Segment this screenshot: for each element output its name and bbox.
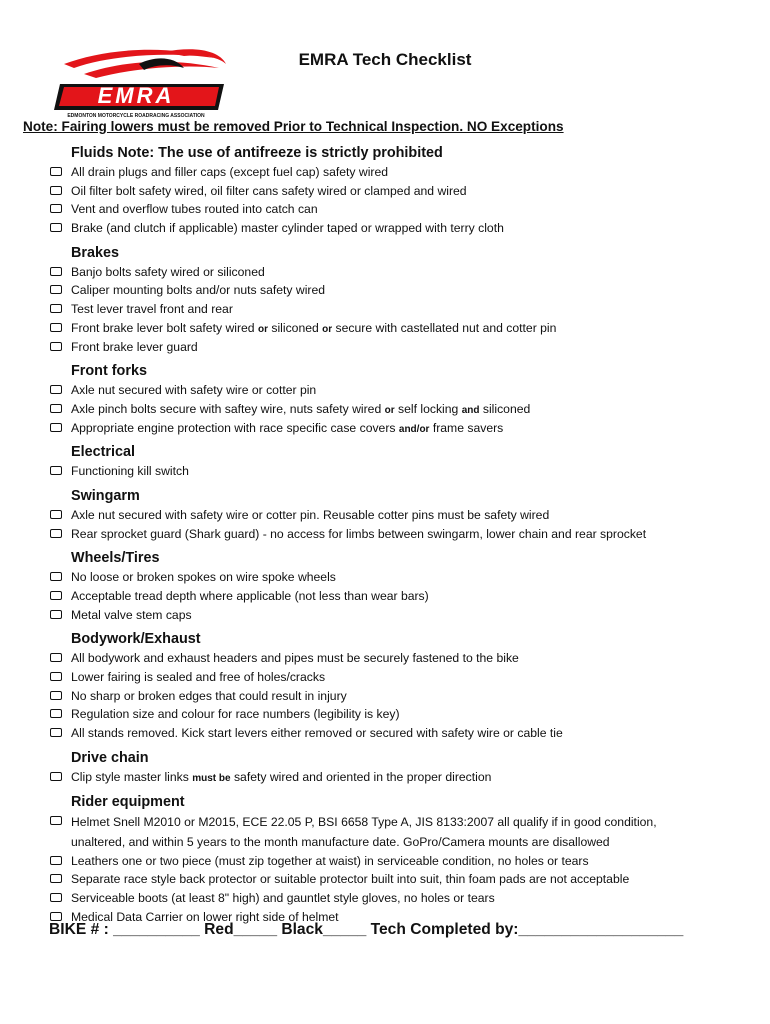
checklist-item	[0, 338, 770, 357]
checklist-item	[0, 687, 770, 706]
checklist-item	[0, 319, 770, 338]
section-title: Swingarm	[71, 487, 140, 504]
checkbox[interactable]	[50, 423, 62, 432]
checklist-item-label: Metal valve stem caps	[71, 607, 192, 622]
checklist-item	[0, 381, 770, 400]
checklist-item-label: Leathers one or two piece (must zip together at waist) in serviceable condition, no holes or tears	[71, 853, 589, 868]
checklist-item	[0, 400, 770, 419]
checklist-item	[0, 568, 770, 587]
checklist-item	[0, 462, 770, 481]
checkbox[interactable]	[50, 653, 62, 662]
checklist-item-label: Acceptable tread depth where applicable (not less than wear bars)	[71, 589, 429, 603]
checkbox[interactable]	[50, 709, 62, 718]
section-title: Bodywork/Exhaust	[71, 631, 201, 648]
checklist-item-label: Vent and overflow tubes routed into catch can	[71, 202, 318, 217]
fairing-note: Note: Fairing lowers must be removed Prior to Technical Inspection. NO Exceptions	[23, 119, 564, 134]
checklist-item	[0, 870, 770, 889]
section-fluids	[0, 142, 770, 242]
checklist-item-label: Test lever travel front and rear	[71, 302, 233, 317]
checklist-item-label: Oil filter bolt safety wired, oil filter cans safety wired or clamped and wired	[71, 183, 467, 198]
checkbox[interactable]	[50, 404, 62, 413]
section-title: Brakes	[71, 244, 120, 261]
checkbox[interactable]	[50, 691, 62, 700]
checklist-item-label: Axle nut secured with safety wire or cotter pin. Reusable cotter pins must be safety wired	[71, 507, 550, 522]
checkbox[interactable]	[50, 728, 62, 737]
checkbox[interactable]	[50, 342, 62, 351]
checklist-item-label: Medical Data Carrier on lower right side of helmet	[71, 909, 339, 924]
checklist-item	[0, 200, 770, 219]
section-drive-chain	[0, 747, 770, 791]
checklist-item	[0, 182, 770, 201]
checklist-item	[0, 649, 770, 668]
section-swingarm	[0, 485, 770, 547]
checklist-item-label: Axle nut secured with safety wire or cotter pin	[71, 383, 317, 398]
checklist-item-label: Regulation size and colour for race numbers (legibility is key)	[71, 707, 400, 722]
checklist-item	[0, 587, 770, 606]
checklist-item-label: All bodywork and exhaust headers and pipes must be securely fastened to the bike	[71, 651, 519, 666]
checklist-item-label: Front brake lever guard	[71, 339, 198, 354]
checkbox[interactable]	[50, 204, 62, 213]
checkbox[interactable]	[50, 912, 62, 921]
checklist-item-label: Separate race style back protector or suitable protector built into suit, thin foam pads are not acceptable	[71, 872, 630, 887]
checkbox[interactable]	[50, 285, 62, 294]
section-rider-equipment	[0, 791, 770, 931]
section-bodywork-exhaust	[0, 628, 770, 746]
checkbox[interactable]	[50, 186, 62, 195]
section-title: Rider equipment	[71, 793, 185, 810]
checkbox[interactable]	[50, 874, 62, 883]
section-title: Electrical	[71, 444, 135, 461]
checklist-item-label: No sharp or broken edges that could result in injury	[71, 688, 347, 703]
checkbox[interactable]	[50, 385, 62, 394]
section-title: Front forks	[71, 363, 147, 380]
checklist-item	[0, 812, 673, 852]
checkbox[interactable]	[50, 893, 62, 902]
checkbox[interactable]	[50, 856, 62, 865]
checklist-item-label: Functioning kill switch	[71, 464, 189, 479]
checklist-item-label: Clip style master links must be safety wired and oriented in the proper direction	[71, 769, 492, 784]
checklist-item-label: Appropriate engine protection with race specific case covers and/or frame savers	[71, 420, 504, 435]
checklist-item	[0, 281, 770, 300]
section-title: Wheels/Tires	[71, 550, 160, 567]
checklist-item	[0, 705, 770, 724]
checklist-item-label: Serviceable boots (at least 8" high) and gauntlet style gloves, no holes or tears	[71, 890, 495, 905]
checkbox[interactable]	[50, 510, 62, 519]
checkbox[interactable]	[50, 591, 62, 600]
checkbox[interactable]	[50, 466, 62, 475]
checklist-item-label: No loose or broken spokes on wire spoke wheels	[71, 570, 336, 585]
checklist-item	[0, 163, 770, 182]
checklist-item	[0, 506, 770, 525]
checklist-item-label: Front brake lever bolt safety wired or siliconed or secure with castellated nut and cotter pin	[71, 320, 557, 335]
checklist-item	[0, 300, 770, 319]
checkbox[interactable]	[50, 816, 62, 825]
checkbox[interactable]	[50, 529, 62, 538]
checklist-item-label: Lower fairing is sealed and free of holes/cracks	[71, 670, 326, 685]
checklist-item-label: Banjo bolts safety wired or siliconed	[71, 264, 265, 279]
checkbox[interactable]	[50, 323, 62, 332]
section-title: Fluids Note: The use of antifreeze is strictly prohibited	[71, 145, 443, 161]
checklist-item-label: All stands removed. Kick start levers either removed or secured with safety wire or cable tie	[71, 726, 563, 741]
checklist-item	[0, 768, 770, 787]
checklist	[0, 142, 770, 930]
checklist-item-label: All drain plugs and filler caps (except fuel cap) safety wired	[71, 165, 389, 179]
checklist-item	[0, 219, 770, 238]
footer-signoff-line: BIKE # : __________ Red_____ Black_____ Tech Completed by:___________________	[49, 921, 684, 938]
checklist-item-label: Helmet Snell M2010 or M2015, ECE 22.05 P, BSI 6658 Type A, JIS 8133:2007 all qualify if in good condition, unaltered, and within 5 years to the month manufacture date. GoPro/Camera mounts are disallowed	[71, 814, 657, 849]
section-brakes	[0, 242, 770, 360]
checklist-item	[0, 606, 770, 625]
checklist-item	[0, 263, 770, 282]
emra-logo	[44, 44, 234, 119]
checkbox[interactable]	[50, 223, 62, 232]
logo-tagline: EDMONTON MOTORCYCLE ROADRACING ASSOCIATION	[67, 113, 205, 119]
section-wheels-tires	[0, 547, 770, 628]
checklist-item	[0, 525, 770, 544]
checklist-item	[0, 852, 770, 871]
section-electrical	[0, 441, 770, 485]
checklist-item-label: Caliper mounting bolts and/or nuts safety wired	[71, 283, 326, 298]
checklist-item	[0, 668, 770, 687]
checklist-item	[0, 724, 770, 743]
section-front-forks	[0, 360, 770, 441]
checkbox[interactable]	[50, 304, 62, 313]
checkbox[interactable]	[50, 167, 62, 176]
checkbox[interactable]	[50, 772, 62, 781]
checkbox[interactable]	[50, 572, 62, 581]
checklist-item	[0, 889, 770, 908]
logo-wordmark: EMRA	[97, 83, 175, 108]
checklist-item-label: Brake (and clutch if applicable) master cylinder taped or wrapped with terry cloth	[71, 221, 504, 236]
section-title: Drive chain	[71, 749, 149, 766]
checklist-item	[0, 419, 770, 438]
checkbox[interactable]	[50, 610, 62, 619]
checkbox[interactable]	[50, 672, 62, 681]
checklist-item-label: Axle pinch bolts secure with saftey wire, nuts safety wired or self locking and siliconed	[71, 401, 531, 416]
checkbox[interactable]	[50, 267, 62, 276]
page-title: EMRA Tech Checklist	[298, 50, 472, 69]
checklist-item-label: Rear sprocket guard (Shark guard) - no access for limbs between swingarm, lower chain and rear sprocket	[71, 526, 647, 541]
